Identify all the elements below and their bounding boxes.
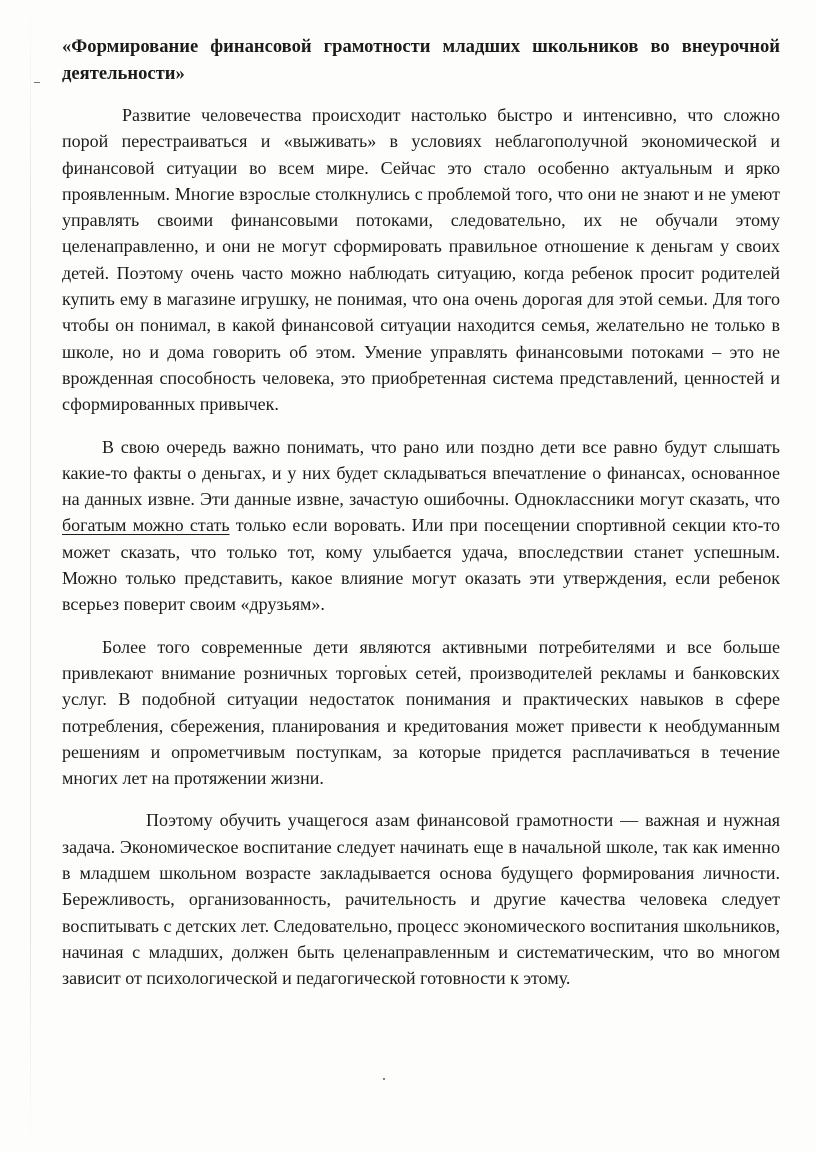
document-title: «Формирование финансовой грамотности младших школьников во внеурочной деятельности» xyxy=(62,36,780,84)
scan-artifact-mark xyxy=(34,82,40,83)
scan-speck xyxy=(383,1078,385,1080)
document-body xyxy=(62,33,780,992)
paragraph-2 xyxy=(62,434,780,618)
underlined-phrase: богатым можно стать xyxy=(62,515,230,536)
paragraph-3: Более того современные дети являются активными потребителями и все больше привлекают внимание розничных торговых сетей, производителей рекламы и банковских услуг. В подобной ситуации недостаток понимания и практических навыков в сфере потребления, сбережения, планирования и кредитования может привести к необдуманным решениям и опрометчивым поступкам, за которые придется расплачиваться в течение многих лет на протяжении жизни. xyxy=(62,636,780,789)
scan-edge-shadow xyxy=(30,0,31,1153)
paragraph-2-text-after: только если воровать. Или при посещении спортивной секции кто-то может сказать, что только тот, кому улыбается удача, впоследствии станет успешным. Можно только представить, какое влияние могут оказать эти утверждения, если ребенок всерьез поверит своим «друзьям». xyxy=(62,515,780,615)
paragraph-1: Развитие человечества происходит настолько быстро и интенсивно, что сложно порой перестраиваться и «выживать» в условиях неблагополучной экономической и финансовой ситуации во всем мире. Сейчас это стало особенно актуальным и ярко проявленным. Многие взрослые столкнулись с проблемой того, что они не знают и не умеют управлять своими финансовыми потоками, следовательно, их не обучали этому целенаправленно, и они не могут сформировать правильное отношение к деньгам у своих детей. Поэтому очень часто можно наблюдать ситуацию, когда ребенок просит родителей купить ему в магазине игрушку, не понимая, что она очень дорогая для этой семьи. Для того чтобы он понимал, в какой финансовой ситуации находится семья, желательно не только в школе, но и дома говорить об этом. Умение управлять финансовыми потоками – это не врожденная способность человека, это приобретенная система представлений, ценностей и сформированных привычек. xyxy=(62,105,780,415)
paragraph-2-text-before: В свою очередь важно понимать, что рано или поздно дети все равно будут слышать какие-то факты о деньгах, и у них будет складываться впечатление о финансах, основанное на данных извне. Эти данные извне, зачастую ошибочны. Одноклассники могут сказать, что xyxy=(62,436,780,510)
paragraph-4: Поэтому обучить учащегося азам финансовой грамотности — важная и нужная задача. Экономическое воспитание следует начинать еще в начальной школе, так как именно в младшем школьном возрасте закладывается основа будущего формирования личности. Бережливость, организованность, рачительность и другие качества человека следует воспитывать с детских лет. Следовательно, процесс экономического воспитания школьников, начиная с младших, должен быть целенаправленным и систематическим, что во многом зависит от психологической и педагогической готовности к этому. xyxy=(62,810,780,989)
